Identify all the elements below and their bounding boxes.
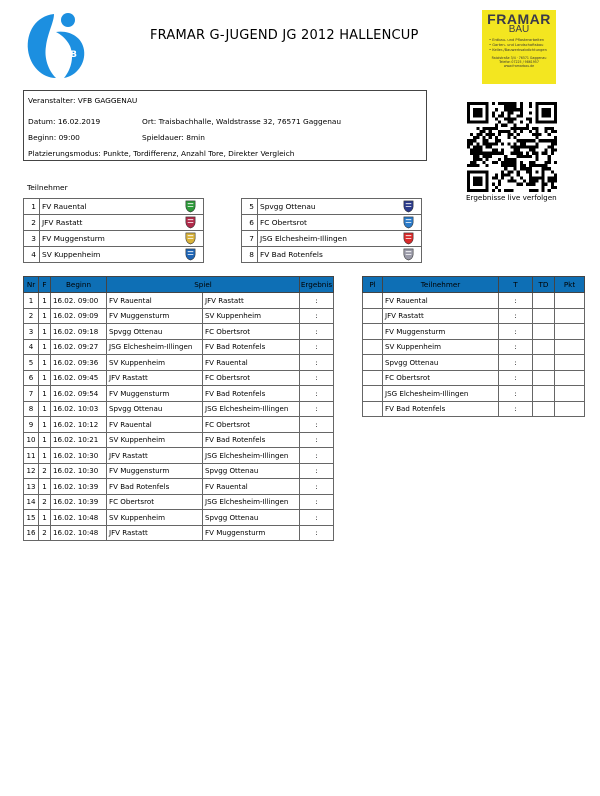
match-number: 5 [24, 355, 39, 371]
match-away-team: JSG Elchesheim-Illingen [203, 448, 300, 464]
sponsor-phone: Telefon 07225 / 9861957 [499, 60, 539, 65]
match-home-team: JFV Rastatt [107, 525, 203, 541]
match-away-team: JFV Rastatt [203, 293, 300, 309]
match-result[interactable]: : [300, 494, 334, 510]
ranking-points [555, 324, 585, 340]
match-row [24, 355, 334, 371]
match-start: 16.02. 10:12 [51, 417, 107, 433]
match-start: 16.02. 10:30 [51, 463, 107, 479]
participant-number: 4 [24, 247, 40, 263]
ranking-place [363, 370, 383, 386]
match-start: 16.02. 10:48 [51, 510, 107, 526]
ranking-points [555, 293, 585, 309]
schedule-table [23, 276, 334, 541]
ranking-goal-diff [533, 339, 555, 355]
ranking-goal-diff [533, 386, 555, 402]
match-away-team: Spvgg Ottenau [203, 510, 300, 526]
match-row [24, 463, 334, 479]
jfv-rastatt-crest-icon [184, 216, 197, 229]
schedule-header-row [24, 277, 334, 293]
sponsor-service: • Garten- und Landschaftsbau [489, 43, 544, 47]
ranking-goal-diff [533, 293, 555, 309]
ranking-place [363, 386, 383, 402]
match-start: 16.02. 09:45 [51, 370, 107, 386]
fv-bad-rotenfels-crest-icon [402, 248, 415, 261]
match-result[interactable]: : [300, 448, 334, 464]
match-result[interactable]: : [300, 293, 334, 309]
col-nr: Nr [24, 277, 39, 293]
fc-obertsrot-crest-icon [402, 216, 415, 229]
match-field: 1 [39, 293, 51, 309]
match-start: 16.02. 10:39 [51, 479, 107, 495]
match-away-team: SV Kuppenheim [203, 308, 300, 324]
participant-name-cell [40, 231, 204, 247]
participant-number: 1 [24, 199, 40, 215]
participant-name: JSG Elchesheim-Illingen [260, 234, 347, 243]
match-start: 16.02. 10:30 [51, 448, 107, 464]
match-result[interactable]: : [300, 355, 334, 371]
match-home-team: FC Obertsrot [107, 494, 203, 510]
ranking-team: FC Obertsrot [383, 370, 499, 386]
match-number: 14 [24, 494, 39, 510]
match-away-team: Spvgg Ottenau [203, 463, 300, 479]
ranking-goals: : [499, 401, 533, 417]
match-number: 12 [24, 463, 39, 479]
match-field: 1 [39, 448, 51, 464]
match-field: 1 [39, 386, 51, 402]
participant-name: FV Muggensturm [42, 234, 105, 243]
ranking-mode: Platzierungsmodus: Punkte, Tordifferenz, Anzahl Tore, Direkter Vergleich [28, 149, 295, 158]
ranking-team: SV Kuppenheim [383, 339, 499, 355]
match-away-team: FC Obertsrot [203, 324, 300, 340]
sponsor-brand-sub: BAU [508, 24, 530, 35]
participant-number: 2 [24, 215, 40, 231]
ranking-team: JSG Elchesheim-Illingen [383, 386, 499, 402]
participant-name: SV Kuppenheim [42, 250, 101, 259]
spvgg-ottenau-crest-icon [402, 200, 415, 213]
ranking-goals: : [499, 339, 533, 355]
logo-text: VFB [57, 50, 77, 60]
participants-table-right [241, 198, 422, 263]
match-home-team: JFV Rastatt [107, 370, 203, 386]
participants-label: Teilnehmer [27, 183, 68, 192]
ranking-team: FV Bad Rotenfels [383, 401, 499, 417]
col-goals: T [499, 277, 533, 293]
match-field: 1 [39, 324, 51, 340]
match-away-team: FV Rauental [203, 355, 300, 371]
organizer: Veranstalter: VFB GAGGENAU [28, 96, 138, 105]
ranking-team: JFV Rastatt [383, 308, 499, 324]
match-result[interactable]: : [300, 417, 334, 433]
col-start: Beginn [51, 277, 107, 293]
match-home-team: FV Bad Rotenfels [107, 479, 203, 495]
ranking-goal-diff [533, 370, 555, 386]
match-home-team: JFV Rastatt [107, 448, 203, 464]
ranking-points [555, 386, 585, 402]
participant-row [24, 199, 204, 215]
ranking-points [555, 308, 585, 324]
match-field: 1 [39, 401, 51, 417]
participant-name: JFV Rastatt [42, 218, 83, 227]
match-home-team: Spvgg Ottenau [107, 401, 203, 417]
ranking-row [363, 339, 585, 355]
participant-name: FV Rauental [42, 202, 87, 211]
vfb-logo-icon [24, 10, 88, 82]
ranking-team: Spvgg Ottenau [383, 355, 499, 371]
match-home-team: SV Kuppenheim [107, 355, 203, 371]
participant-name-cell [258, 215, 422, 231]
participant-number: 6 [242, 215, 258, 231]
match-field: 2 [39, 494, 51, 510]
ranking-row [363, 324, 585, 340]
match-home-team: SV Kuppenheim [107, 510, 203, 526]
match-home-team: FV Muggensturm [107, 463, 203, 479]
match-row [24, 417, 334, 433]
ranking-row [363, 308, 585, 324]
match-start: 16.02. 09:27 [51, 339, 107, 355]
match-number: 6 [24, 370, 39, 386]
sv-kuppenheim-crest-icon [184, 248, 197, 261]
match-away-team: JSG Elchesheim-Illingen [203, 401, 300, 417]
match-home-team: FV Rauental [107, 293, 203, 309]
col-team: Teilnehmer [383, 277, 499, 293]
match-row [24, 401, 334, 417]
match-number: 13 [24, 479, 39, 495]
ranking-place [363, 355, 383, 371]
ranking-place [363, 401, 383, 417]
match-result[interactable]: : [300, 324, 334, 340]
match-start: 16.02. 09:54 [51, 386, 107, 402]
match-row [24, 339, 334, 355]
ranking-goal-diff [533, 355, 555, 371]
participant-row [24, 231, 204, 247]
match-field: 1 [39, 339, 51, 355]
match-away-team: FV Bad Rotenfels [203, 339, 300, 355]
match-result[interactable]: : [300, 463, 334, 479]
match-away-team: JSG Elchesheim-Illingen [203, 494, 300, 510]
match-field: 1 [39, 370, 51, 386]
match-result[interactable]: : [300, 308, 334, 324]
col-place: Pl [363, 277, 383, 293]
ranking-goal-diff [533, 308, 555, 324]
ranking-goals: : [499, 293, 533, 309]
match-home-team: SV Kuppenheim [107, 432, 203, 448]
participant-name-cell [40, 199, 204, 215]
ranking-goals: : [499, 370, 533, 386]
ranking-points [555, 401, 585, 417]
match-start: 16.02. 09:36 [51, 355, 107, 371]
ranking-team: FV Muggensturm [383, 324, 499, 340]
match-row [24, 370, 334, 386]
date: Datum: 16.02.2019 [28, 117, 101, 126]
participant-name: FC Obertsrot [260, 218, 307, 227]
match-number: 7 [24, 386, 39, 402]
col-goal-diff: TD [533, 277, 555, 293]
match-home-team: FV Rauental [107, 417, 203, 433]
match-start: 16.02. 09:18 [51, 324, 107, 340]
match-row [24, 448, 334, 464]
fv-muggensturm-crest-icon [184, 232, 197, 245]
participant-row [242, 215, 422, 231]
match-number: 2 [24, 308, 39, 324]
participant-name-cell [40, 247, 204, 263]
participant-name: FV Bad Rotenfels [260, 250, 323, 259]
qr-code-icon[interactable] [467, 102, 557, 192]
ranking-place [363, 339, 383, 355]
match-row [24, 293, 334, 309]
col-points: Pkt [555, 277, 585, 293]
participant-name-cell [258, 199, 422, 215]
match-field: 2 [39, 525, 51, 541]
ranking-place [363, 293, 383, 309]
match-away-team: FC Obertsrot [203, 370, 300, 386]
ranking-points [555, 355, 585, 371]
match-number: 8 [24, 401, 39, 417]
participant-number: 3 [24, 231, 40, 247]
ranking-goals: : [499, 308, 533, 324]
sponsor-logo [482, 10, 556, 84]
ranking-goals: : [499, 324, 533, 340]
match-row [24, 324, 334, 340]
page-title: FRAMAR G-JUGEND JG 2012 HALLENCUP [150, 28, 419, 43]
match-result[interactable]: : [300, 510, 334, 526]
match-away-team: FC Obertsrot [203, 417, 300, 433]
jsg-elchesheim-crest-icon [402, 232, 415, 245]
match-away-team: FV Bad Rotenfels [203, 386, 300, 402]
ranking-points [555, 370, 585, 386]
ranking-header-row [363, 277, 585, 293]
ranking-table [362, 276, 585, 417]
match-field: 2 [39, 463, 51, 479]
match-field: 1 [39, 432, 51, 448]
ranking-points [555, 339, 585, 355]
ranking-place [363, 324, 383, 340]
ranking-goals: : [499, 355, 533, 371]
participant-row [24, 247, 204, 263]
match-number: 3 [24, 324, 39, 340]
sponsor-service: • Erdbau- und Pflasterarbeiten [489, 38, 545, 42]
participant-name: Spvgg Ottenau [260, 202, 316, 211]
match-field: 1 [39, 308, 51, 324]
match-row [24, 494, 334, 510]
ranking-goal-diff [533, 324, 555, 340]
match-away-team: FV Muggensturm [203, 525, 300, 541]
match-away-team: FV Bad Rotenfels [203, 432, 300, 448]
match-number: 4 [24, 339, 39, 355]
participant-number: 8 [242, 247, 258, 263]
match-row [24, 479, 334, 495]
match-number: 11 [24, 448, 39, 464]
match-start: 16.02. 09:00 [51, 293, 107, 309]
ranking-row [363, 370, 585, 386]
ranking-row [363, 293, 585, 309]
ranking-row [363, 355, 585, 371]
match-field: 1 [39, 479, 51, 495]
participants-table-left [23, 198, 204, 263]
match-number: 9 [24, 417, 39, 433]
match-number: 10 [24, 432, 39, 448]
col-field: F [39, 277, 51, 293]
tournament-info-box [23, 90, 427, 161]
col-match: Spiel [107, 277, 300, 293]
match-result[interactable]: : [300, 432, 334, 448]
ranking-team: FV Rauental [383, 293, 499, 309]
participant-name-cell [258, 231, 422, 247]
start-time: Beginn: 09:00 [28, 133, 80, 142]
qr-caption: Ergebnisse live verfolgen [466, 193, 557, 202]
match-duration: Spieldauer: 8min [142, 133, 205, 142]
match-row [24, 510, 334, 526]
participant-number: 7 [242, 231, 258, 247]
match-home-team: FV Muggensturm [107, 386, 203, 402]
match-home-team: FV Muggensturm [107, 308, 203, 324]
ranking-goal-diff [533, 401, 555, 417]
match-row [24, 386, 334, 402]
participant-row [24, 215, 204, 231]
match-row [24, 432, 334, 448]
match-field: 1 [39, 510, 51, 526]
match-number: 16 [24, 525, 39, 541]
match-result[interactable]: : [300, 386, 334, 402]
participant-number: 5 [242, 199, 258, 215]
match-start: 16.02. 10:39 [51, 494, 107, 510]
match-start: 16.02. 10:48 [51, 525, 107, 541]
fv-rauental-crest-icon [184, 200, 197, 213]
location: Ort: Traisbachhalle, Waldstrasse 32, 76571 Gaggenau [142, 117, 342, 126]
match-row [24, 308, 334, 324]
ranking-goals: : [499, 386, 533, 402]
sponsor-service: • Keller-/Bauwerksabdichtungen [489, 48, 547, 52]
participant-row [242, 199, 422, 215]
match-home-team: Spvgg Ottenau [107, 324, 203, 340]
participant-row [242, 247, 422, 263]
match-result[interactable]: : [300, 370, 334, 386]
match-away-team: FV Rauental [203, 479, 300, 495]
sponsor-address: Raiolstraße 3/4 · 76571 Gaggenau [491, 56, 547, 60]
match-home-team: JSG Elchesheim-Illingen [107, 339, 203, 355]
ranking-place [363, 308, 383, 324]
ranking-row [363, 401, 585, 417]
participant-name-cell [258, 247, 422, 263]
match-start: 16.02. 10:03 [51, 401, 107, 417]
participant-name-cell [40, 215, 204, 231]
match-field: 1 [39, 355, 51, 371]
match-row [24, 525, 334, 541]
match-field: 1 [39, 417, 51, 433]
match-result[interactable]: : [300, 479, 334, 495]
match-result[interactable]: : [300, 339, 334, 355]
sponsor-web: www.framarbau.de [503, 64, 535, 69]
match-number: 15 [24, 510, 39, 526]
col-result: Ergebnis [300, 277, 334, 293]
match-start: 16.02. 10:21 [51, 432, 107, 448]
match-result[interactable]: : [300, 525, 334, 541]
sponsor-brand: FRAMAR [487, 11, 551, 27]
match-number: 1 [24, 293, 39, 309]
ranking-row [363, 386, 585, 402]
match-result[interactable]: : [300, 401, 334, 417]
match-start: 16.02. 09:09 [51, 308, 107, 324]
participant-row [242, 231, 422, 247]
